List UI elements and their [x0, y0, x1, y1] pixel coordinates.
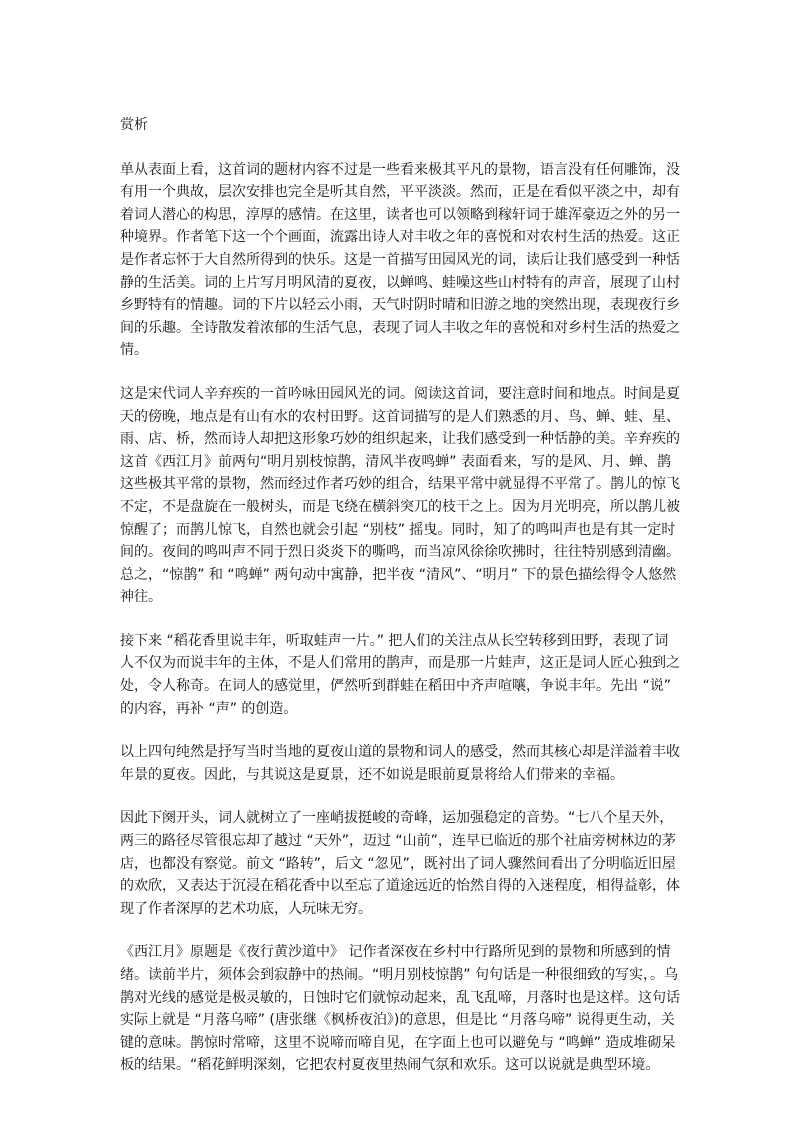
paragraph-3: 接下来 “稻花香里说丰年，听取蛙声一片。” 把人们的关注点从长空转移到田野，表现了词人不仅为而说丰年的主体，不是人们常用的鹊声，而是那一片蛙声，这正是词人匠心独到之处，令人称奇。在词人的感觉里，俨然听到群蛙在稻田中齐声喧嚷，争说丰年。先出 “说” 的内容，再补 “声” 的创造。: [120, 632, 680, 717]
paragraph-1: 单从表面上看，这首词的题材内容不过是一些看来极其平凡的景物，语言没有任何雕饰，没有用一个典故，层次安排也完全是听其自然，平平淡淡。然而，正是在看似平淡之中，却有着词人潜心的构思，淳厚的感情。在这里，读者也可以领略到稼轩词于雄浑豪迈之外的另一种境界。作者笔下这一个个画面，流露出诗人对丰收之年的喜悦和对农村生活的热爱。这正是作者忘怀于大自然所得到的快乐。这是一首描写田园风光的词，读后让我们感受到一种恬静的生活美。词的上片写月明风清的夏夜，以蝉鸣、蛙噪这些山村特有的声音，展现了山村乡野特有的情趣。词的下片以轻云小雨，天气时阴时晴和旧游之地的突然出现，表现夜行乡间的乐趣。全诗散发着浓郁的生活气息，表现了词人丰收之年的喜悦和对乡村生活的热爱之情。: [120, 161, 680, 359]
paragraph-6: 《西江月》原题是《夜行黄沙道中》 记作者深夜在乡村中行路所见到的景物和所感到的情绪。读前半片，须体会到寂静中的热闹。“明月别枝惊鹊” 句句话是一种很细致的写实，。乌鹊对光线的感觉是极灵敏的，日蚀时它们就惊动起来，乱飞乱啼，月落时也是这样。这句话实际上就是 “月落乌啼” (唐张继《枫桥夜泊》)的意思，但是比 “月落乌啼” 说得更生动，关键的意味。鹊惊时常啼，这里不说啼而啼自见，在字面上也可以避免与 “鸣蝉” 造成堆砌呆板的结果。“稻花鲜明深刻，它把农村夏夜里热闹气氛和欢乐。这可以说就是典型环境。: [120, 944, 680, 1074]
paragraph-4: 以上四句纯然是抒写当时当地的夏夜山道的景物和词人的感受，然而其核心却是洋溢着丰收年景的夏夜。因此，与其说这是夏景，还不如说是眼前夏景将给人们带来的幸福。: [120, 744, 680, 783]
section-heading: 赏析: [120, 117, 148, 133]
paragraph-2: 这是宋代词人辛弃疾的一首吟咏田园风光的词。阅读这首词，要注意时间和地点。时间是夏天的傍晚，地点是有山有水的农村田野。这首词描写的是人们熟悉的月、鸟、蝉、蛙、星、雨、店、桥，然而诗人却把这形象巧妙的组织起来，让我们感受到一种恬静的美。辛弃疾的这首《西江月》前两句“明月别枝惊鹊，清风半夜鸣蝉” 表面看来，写的是风、月、蝉、鹊这些极其平常的景物，然而经过作者巧妙的组合，结果平常中就显得不平常了。鹊儿的惊飞不定，不是盘旋在一般树头，而是飞绕在横斜突兀的枝干之上。因为月光明亮，所以鹊儿被惊醒了；而鹊儿惊飞，自然也就会引起 “别枝” 摇曳。同时，知了的鸣叫声也是有其一定时间的。夜间的鸣叫声不同于烈日炎炎下的嘶鸣，而当凉风徐徐吹拂时，往往特别感到清幽。总之，“惊鹊” 和 “鸣蝉” 两句动中寓静，把半夜 “清风”、“明月” 下的景色描绘得令人悠然神往。: [120, 385, 680, 606]
document-page: [120, 114, 682, 1098]
paragraph-5: 因此下阕开头，词人就树立了一座峭拔挺峻的奇峰，运加强稳定的音势。“七八个星天外，两三的路径尽管很忘却了越过 “天外”，迈过 “山前”，连早已临近的那个社庙旁树林边的茅店，也都没有察觉。前文 “路转”，后文 “忽见”，既衬出了词人骤然间看出了分明临近旧屋的欢欣，又表达于沉浸在稻花香中以至忘了道途远近的怡然自得的入迷程度，相得益彰，体现了作者深厚的艺术功底，人玩味无穷。: [120, 810, 680, 917]
